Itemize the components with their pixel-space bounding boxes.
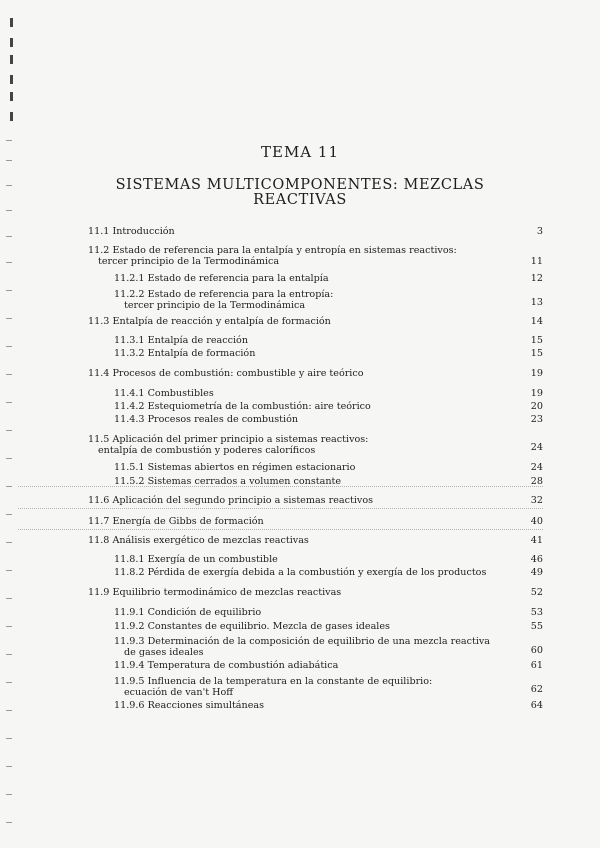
toc-entry-11-9[interactable]: 11.9 Equilibrio termodinámico de mezclas reactivas 52 [88,587,543,598]
chapter-title-line-2: REACTIVAS [253,192,347,208]
toc-entry-11-9-2[interactable]: 11.9.2 Constantes de equilibrio. Mezcla de gases ideales 55 [114,621,543,632]
toc-page: 46 [530,554,543,565]
toc-page: 60 [530,645,543,656]
toc-page: 24 [530,462,543,473]
toc-entry-11-8[interactable]: 11.8 Análisis exergético de mezclas reactivas 41 [88,535,543,546]
toc-page: 19 [530,368,543,379]
toc-entry-11-5-2[interactable]: 11.5.2 Sistemas cerrados a volumen constante 28 [114,476,543,487]
toc-page: 14 [530,316,543,327]
toc-entry-11-9-4[interactable]: 11.9.4 Temperatura de combustión adiabática 61 [114,660,543,671]
toc-page: 15 [530,348,543,359]
toc-page: 64 [530,700,543,711]
divider [18,508,543,509]
toc-entry-11-4-2[interactable]: 11.4.2 Estequiometría de la combustión: aire teórico 20 [114,401,543,412]
toc-entry-11-4[interactable]: 11.4 Procesos de combustión: combustible y aire teórico 19 [88,368,543,379]
toc-page: 53 [530,607,543,618]
divider [18,486,543,487]
toc-entry-11-1[interactable]: 11.1 Introducción 3 [88,226,543,237]
toc-page: 32 [530,495,543,506]
chapter-number: TEMA 11 [260,143,339,161]
toc-page: 52 [530,587,543,598]
toc-entry-11-8-2[interactable]: 11.8.2 Pérdida de exergía debida a la combustión y exergía de los productos 49 [114,567,543,578]
toc-page: 13 [530,297,543,308]
toc-entry-11-3-1[interactable]: 11.3.1 Entalpía de reacción 15 [114,335,543,346]
toc-page: 41 [530,535,543,546]
toc-entry-11-3[interactable]: 11.3 Entalpía de reacción y entalpía de formación 14 [88,316,543,327]
chapter-title-line-1: SISTEMAS MULTICOMPONENTES: MEZCLAS [115,177,485,193]
toc-entry-11-5-1[interactable]: 11.5.1 Sistemas abiertos en régimen estacionario 24 [114,462,543,473]
toc-entry-11-4-3[interactable]: 11.4.3 Procesos reales de combustión 23 [114,414,543,425]
toc-entry-11-2-1[interactable]: 11.2.1 Estado de referencia para la entalpía 12 [114,273,543,284]
toc-page: 11 [530,256,543,267]
toc-page: 28 [530,476,543,487]
toc-page: 49 [530,567,543,578]
toc-entry-11-9-6[interactable]: 11.9.6 Reacciones simultáneas 64 [114,700,543,711]
toc-page: 61 [530,660,543,671]
divider [18,529,543,530]
toc-entry-11-9-1[interactable]: 11.9.1 Condición de equilibrio 53 [114,607,543,618]
toc-page: 24 [530,442,543,453]
toc-entry-11-2[interactable]: 11.2 Estado de referencia para la entalpía y entropía en sistemas reactivos: tercer principio de la Termodinámica 11 [88,245,543,267]
toc-page: 12 [530,273,543,284]
toc-page: 3 [536,226,543,237]
toc-page: 20 [530,401,543,412]
toc-entry-11-9-5[interactable]: 11.9.5 Influencia de la temperatura en la constante de equilibrio: ecuación de van't Hoff 62 [114,676,543,698]
toc-entry-11-8-1[interactable]: 11.8.1 Exergía de un combustible 46 [114,554,543,565]
toc-page: 15 [530,335,543,346]
toc-entry-11-6[interactable]: 11.6 Aplicación del segundo principio a sistemas reactivos 32 [88,495,543,506]
toc-page: 19 [530,388,543,399]
toc-page: 55 [530,621,543,632]
toc-page: 62 [530,684,543,695]
toc-entry-11-7[interactable]: 11.7 Energía de Gibbs de formación 40 [88,516,543,527]
toc-entry-11-4-1[interactable]: 11.4.1 Combustibles 19 [114,388,543,399]
toc-entry-11-3-2[interactable]: 11.3.2 Entalpía de formación 15 [114,348,543,359]
toc-entry-11-2-2[interactable]: 11.2.2 Estado de referencia para la entropía: tercer principio de la Termodinámica 13 [114,289,543,311]
toc-entry-11-5[interactable]: 11.5 Aplicación del primer principio a sistemas reactivos: entalpía de combustión y poderes caloríficos 24 [88,434,543,456]
toc-page: 40 [530,516,543,527]
toc-page: 23 [530,414,543,425]
toc-entry-11-9-3[interactable]: 11.9.3 Determinación de la composición de equilibrio de una mezcla reactiva de gases ideales 60 [114,636,543,658]
